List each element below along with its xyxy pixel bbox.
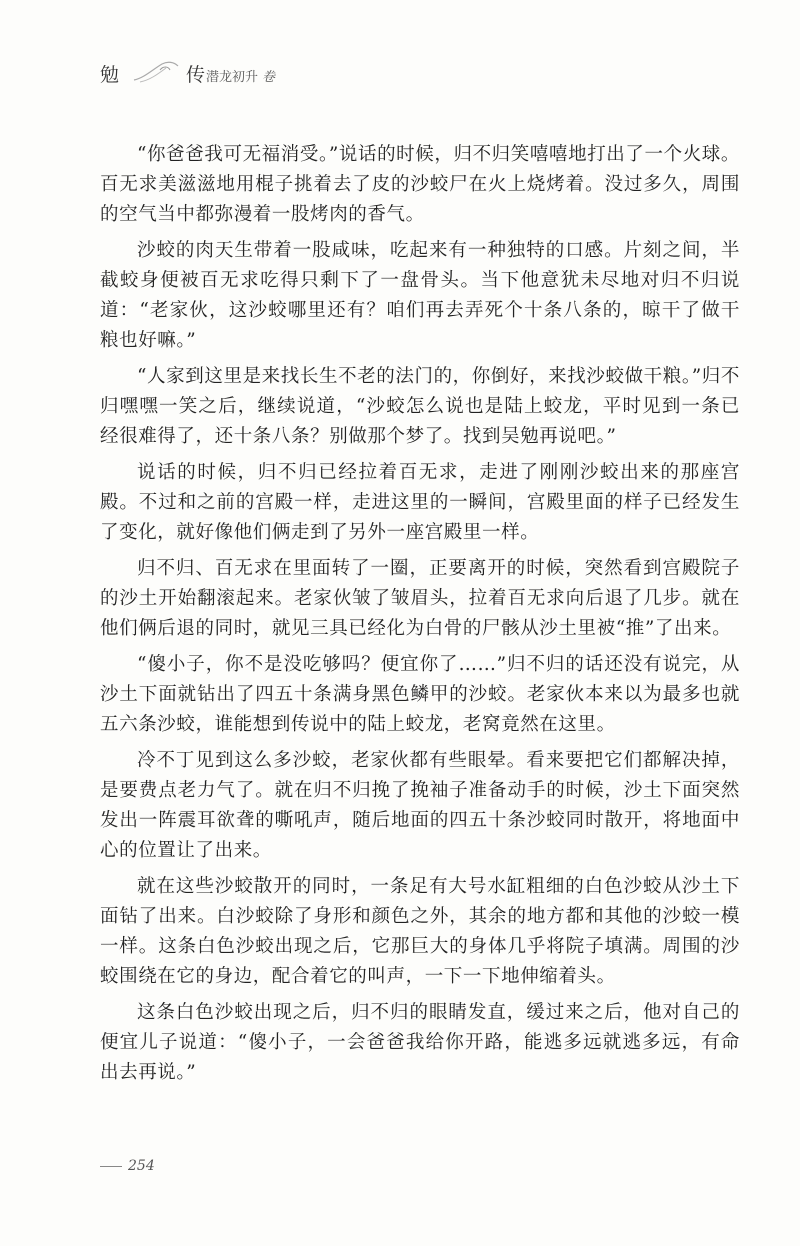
- paragraph: “你爸爸我可无福消受。”说话的时候，归不归笑嘻嘻地打出了一个火球。百无求美滋滋地用棍子挑着去了皮的沙蛟尸在火上烧烤着。没过多久，周围的空气当中都弥漫着一股烤肉的香气。: [100, 144, 740, 225]
- header-volume-mark: 卷: [262, 70, 276, 85]
- paragraph: 就在这些沙蛟散开的同时，一条足有大号水缸粗细的白色沙蛟从沙土下面钻了出来。白沙蛟除了身形和颜色之外，其余的地方都和其他的沙蛟一模一样。这条白色沙蛟出现之后，它那巨大的身体几乎将院子填满。周围的沙蛟围绕在它的身边，配合着它的叫声，一下一下地伸缩着头。: [100, 876, 740, 987]
- page-number: 254: [128, 1158, 155, 1174]
- decorative-swirl-icon: [132, 56, 180, 86]
- paragraph: 这条白色沙蛟出现之后，归不归的眼睛发直，缓过来之后，他对自己的便宜儿子说道：“傻小子，一会爸爸我给你开路，能逃多远就逃多远，有命出去再说。”: [100, 1002, 740, 1083]
- footer-dash: [100, 1166, 122, 1167]
- paragraph: “傻小子，你不是没吃够吗？便宜你了……”归不归的话还没有说完，从沙土下面就钻出了四五十条满身黑色鳞甲的沙蛟。老家伙本来以为最多也就五六条沙蛟，谁能想到传说中的陆上蛟龙，老窝竟然在这里。: [100, 654, 740, 735]
- paragraph: 说话的时候，归不归已经拉着百无求，走进了刚刚沙蛟出来的那座宫殿。不过和之前的宫殿一样，走进这里的一瞬间，宫殿里面的样子已经发生了变化，就好像他们俩走到了另外一座宫殿里一样。: [100, 462, 740, 543]
- body-text: [100, 140, 740, 1094]
- paragraph: “人家到这里是来找长生不老的法门的，你倒好，来找沙蛟做干粮。”归不归嘿嘿一笑之后，继续说道，“沙蛟怎么说也是陆上蛟龙，平时见到一条已经很难得了，还十条八条？别做那个梦了。找到吴勉再说吧。”: [100, 366, 740, 447]
- header-title-char-2: 传: [186, 64, 206, 86]
- header-title-char-1: 勉: [100, 64, 122, 86]
- header-subtitle: 潜龙初升: [206, 70, 259, 85]
- paragraph: 冷不丁见到这么多沙蛟，老家伙都有些眼晕。看来要把它们都解决掉，是要费点老力气了。就在归不归挽了挽袖子准备动手的时候，沙土下面突然发出一阵震耳欲聋的嘶吼声，随后地面的四五十条沙蛟同时散开，将地面中心的位置让了出来。: [100, 750, 740, 861]
- running-header: [100, 52, 320, 92]
- page-footer: [100, 1158, 155, 1174]
- paragraph: 归不归、百无求在里面转了一圈，正要离开的时候，突然看到宫殿院子的沙土开始翻滚起来。老家伙皱了皱眉头，拉着百无求向后退了几步。就在他们俩后退的同时，就见三具已经化为白骨的尸骸从沙土里被“推”了出来。: [100, 558, 740, 639]
- paragraph: 沙蛟的肉天生带着一股咸味，吃起来有一种独特的口感。片刻之间，半截蛟身便被百无求吃得只剩下了一盘骨头。当下他意犹未尽地对归不归说道：“老家伙，这沙蛟哪里还有？咱们再去弄死个十条八条的，晾干了做干粮也好嘛。”: [100, 240, 740, 351]
